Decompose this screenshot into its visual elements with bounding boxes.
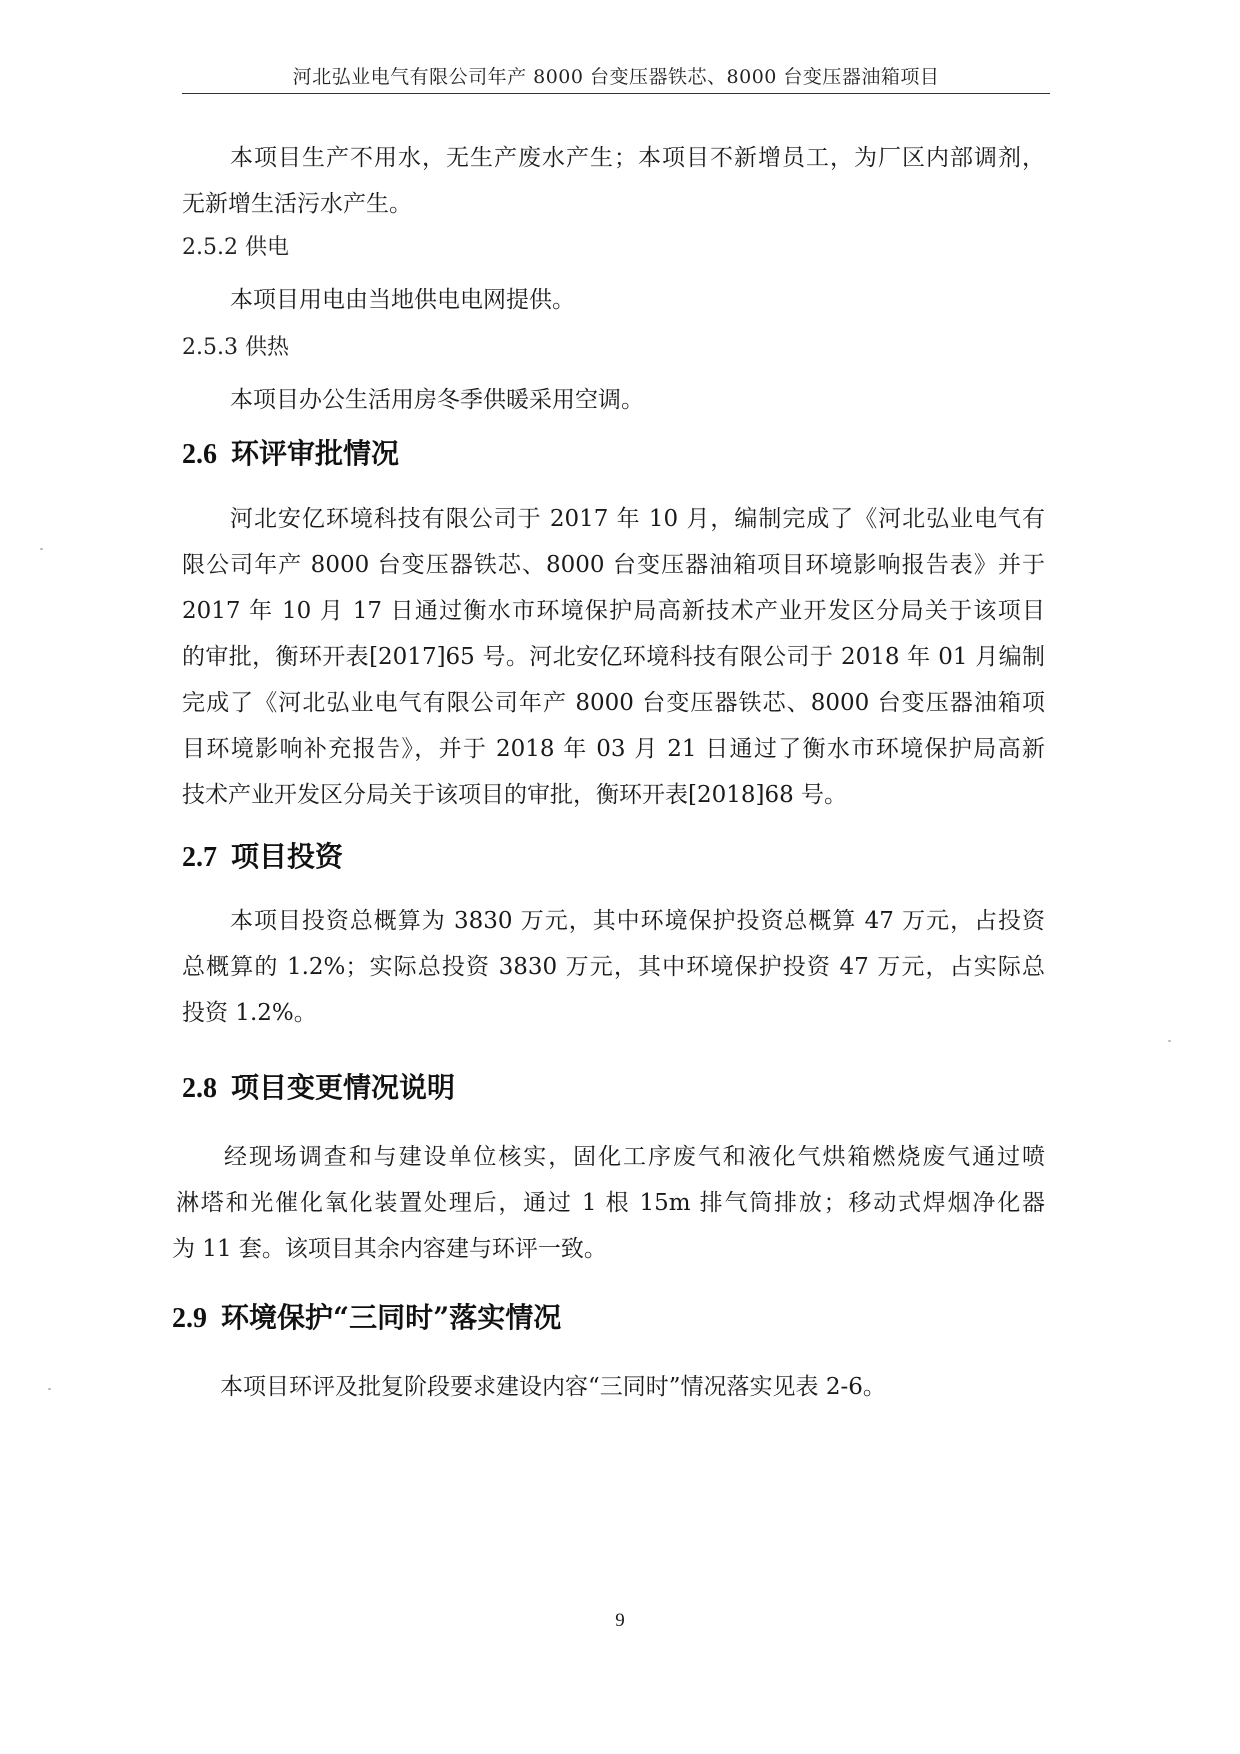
s26-line: 技术产业开发区分局关于该项目的审批，衡环开表[2018]68 号。 xyxy=(182,782,848,808)
heading-2-8-number: 2.8 xyxy=(182,1073,217,1104)
heading-2-9-title: 环境保护“三同时”落实情况 xyxy=(221,1301,562,1334)
header-rule xyxy=(182,93,1050,94)
s29-text: 本项目环评及批复阶段要求建设内容“三同时”情况落实见表 2-6。 xyxy=(220,1374,886,1400)
s253-text: 本项目办公生活用房冬季供暖采用空调。 xyxy=(230,387,644,413)
heading-2-7-number: 2.7 xyxy=(182,842,217,873)
s26-line: 2017 年 10 月 17 日通过衡水市环境保护局高新技术产业开发区分局关于该项目 xyxy=(182,598,1045,624)
s26-line: 完成了《河北弘业电气有限公司年产 8000 台变压器铁芯、8000 台变压器油箱项 xyxy=(182,690,1045,716)
heading-2-9-number: 2.9 xyxy=(172,1303,207,1334)
heading-2-9 xyxy=(172,1300,561,1337)
intro-line-1: 本项目生产不用水，无生产废水产生；本项目不新增员工，为厂区内部调剂， xyxy=(230,145,1045,171)
scan-speck xyxy=(48,1388,51,1390)
intro-line-2: 无新增生活污水产生。 xyxy=(182,191,412,217)
s27-line: 总概算的 1.2%；实际总投资 3830 万元，其中环境保护投资 47 万元，占实际总 xyxy=(182,954,1045,980)
s252-text: 本项目用电由当地供电电网提供。 xyxy=(230,287,575,313)
heading-2-7 xyxy=(182,839,343,876)
s28-line: 为 11 套。该项目其余内容建与环评一致。 xyxy=(172,1236,607,1262)
subheading-2-5-3: 2.5.3 供热 xyxy=(182,335,289,360)
s27-line: 投资 1.2%。 xyxy=(182,1000,317,1026)
running-header: 河北弘业电气有限公司年产 8000 台变压器铁芯、8000 台变压器油箱项目 xyxy=(292,66,940,88)
heading-2-8-title: 项目变更情况说明 xyxy=(231,1071,456,1104)
s28-line: 淋塔和光催化氧化装置处理后，通过 1 根 15m 排气筒排放；移动式焊烟净化器 xyxy=(176,1190,1045,1216)
heading-2-8 xyxy=(182,1070,455,1107)
s27-line: 本项目投资总概算为 3830 万元，其中环境保护投资总概算 47 万元，占投资 xyxy=(230,908,1045,934)
heading-2-6 xyxy=(182,436,399,473)
s26-line: 目环境影响补充报告》，并于 2018 年 03 月 21 日通过了衡水市环境保护局高新 xyxy=(182,736,1045,762)
s26-line: 河北安亿环境科技有限公司于 2017 年 10 月，编制完成了《河北弘业电气有 xyxy=(230,506,1045,532)
s26-line: 的审批，衡环开表[2017]65 号。河北安亿环境科技有限公司于 2018 年 01 月编制 xyxy=(182,644,1045,670)
s28-line: 经现场调查和与建设单位核实，固化工序废气和液化气烘箱燃烧废气通过喷 xyxy=(224,1144,1045,1170)
scan-speck xyxy=(1168,1040,1171,1042)
heading-2-6-title: 环评审批情况 xyxy=(231,437,400,470)
s26-line: 限公司年产 8000 台变压器铁芯、8000 台变压器油箱项目环境影响报告表》并于 xyxy=(182,552,1045,578)
heading-2-6-number: 2.6 xyxy=(182,439,217,470)
scan-speck xyxy=(40,548,43,550)
heading-2-7-title: 项目投资 xyxy=(231,840,344,873)
subheading-2-5-2: 2.5.2 供电 xyxy=(182,235,289,260)
page-number: 9 xyxy=(615,1610,625,1631)
